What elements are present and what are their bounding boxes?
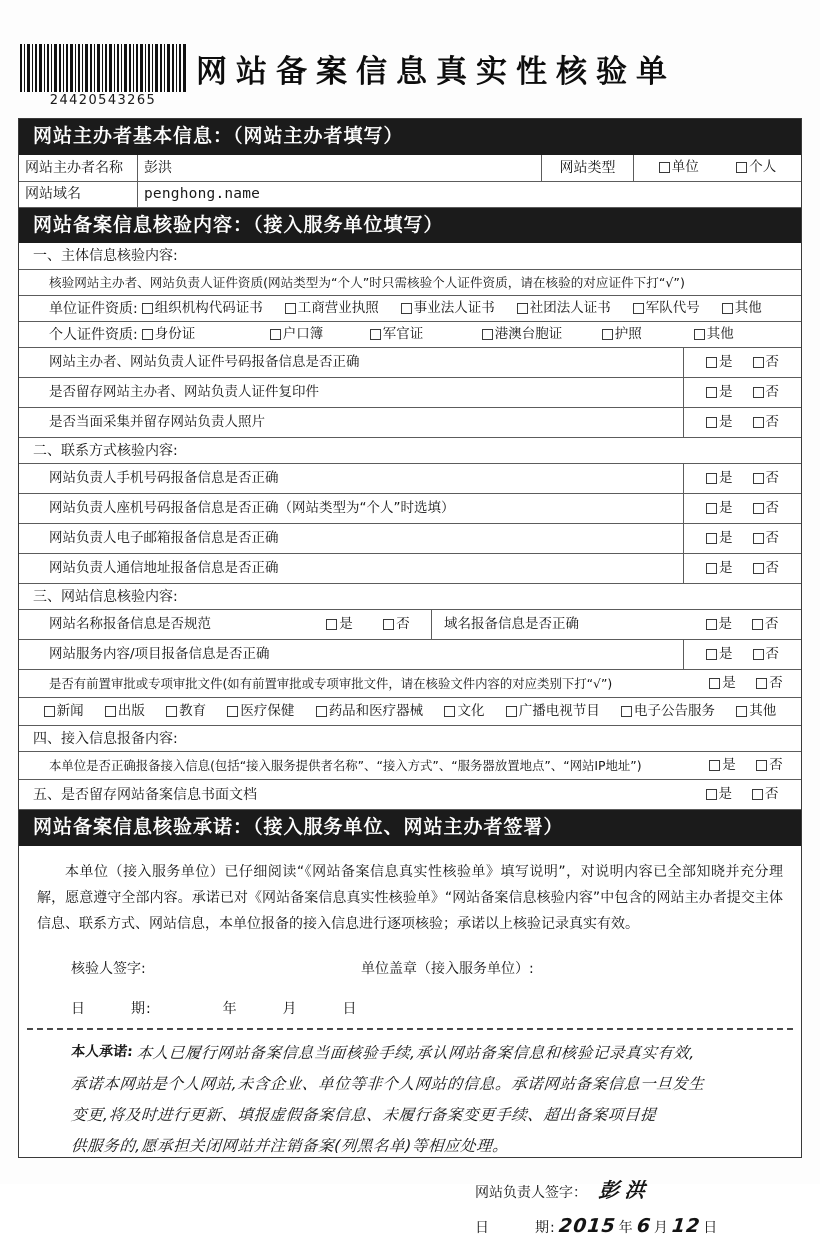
checkbox-officer-cert[interactable] xyxy=(370,326,482,344)
g1-q2-yesno xyxy=(683,378,801,407)
personal-cert-group xyxy=(19,322,801,347)
checkbox-box-icon xyxy=(709,760,720,771)
checkbox-box-icon xyxy=(706,789,717,800)
checkbox-box-icon xyxy=(706,357,717,368)
checkbox-label: 其他 xyxy=(749,703,777,719)
checkbox-box-icon xyxy=(142,303,153,314)
checkbox-label: 否 xyxy=(396,616,410,632)
g3-domain-yesno xyxy=(683,610,801,639)
checkbox-label: 护照 xyxy=(614,326,642,342)
handwritten-line-3: 变更,将及时进行更新、填报虚假备案信息、未履行备案变更手续、超出备案项目提 xyxy=(70,1105,657,1124)
g3-site-name-text: 网站名称报备信息是否规范 xyxy=(49,616,211,632)
row-owner-name xyxy=(19,155,801,181)
row-g1-q2 xyxy=(19,377,801,407)
checkbox-box-icon xyxy=(401,303,412,314)
checkbox-box-icon xyxy=(756,678,767,689)
row-promise-date xyxy=(19,982,801,1028)
checkbox-no[interactable] xyxy=(753,500,780,518)
promise-body-text: 本单位（接入服务单位）已仔细阅读“《网站备案信息真实性核验单》填写说明”，对说明内容已全部知晓并充分理解，愿意遵守全部内容。承诺已对《网站备案信息真实性核验单》“网站备案信息核验内容”中包含的网站主办者提交主体信息、联系方式、网站信息，本单位报备的接入信息进行逐项核验；承诺以上核验记录真实有效。 xyxy=(37,863,783,932)
row-g3-approval xyxy=(19,669,801,697)
checkbox-business-license[interactable] xyxy=(285,300,379,318)
checkbox-box-icon xyxy=(142,329,153,340)
checkbox-cat-broadcast[interactable] xyxy=(506,703,600,721)
g3-site-name-yesno xyxy=(305,610,431,639)
band-verification-content: 网站备案信息核验内容：（接入服务单位填写） xyxy=(19,207,801,244)
checkbox-box-icon xyxy=(166,706,177,717)
checkbox-label: 是 xyxy=(719,384,733,400)
g4-question-text: 本单位是否正确报备接入信息(包括“接入服务提供者名称”、“接入方式”、“服务器放置地点”、“网站IP地址”) xyxy=(49,757,642,773)
g2-q1-yesno xyxy=(683,464,801,493)
g1-q2-text: 是否留存网站主办者、网站负责人证件复印件 xyxy=(49,384,319,400)
row-verifier-seal xyxy=(19,942,801,982)
checkbox-label: 身份证 xyxy=(154,326,196,342)
checkbox-label: 教育 xyxy=(179,703,207,719)
g2-q1-text: 网站负责人手机号码报备信息是否正确 xyxy=(49,470,279,486)
row-g1-q1 xyxy=(19,347,801,377)
row-handwritten-date xyxy=(71,1203,779,1237)
checkbox-box-icon xyxy=(736,706,747,717)
checkbox-box-icon xyxy=(736,162,747,173)
barcode-number: 24420543265 xyxy=(49,93,157,108)
org-cert-label: 单位证件资质: xyxy=(49,300,138,317)
checkbox-label: 文化 xyxy=(457,703,485,719)
checkbox-box-icon xyxy=(706,387,717,398)
domain-value[interactable]: penghong.name xyxy=(137,182,801,207)
checkbox-no[interactable] xyxy=(752,786,779,804)
checkbox-label: 电子公告服务 xyxy=(633,703,715,719)
website-type-label: 网站类型 xyxy=(541,155,633,181)
checkbox-label: 否 xyxy=(765,414,779,430)
handwritten-day-label: 日 xyxy=(703,1219,719,1236)
checkbox-label: 组织机构代码证书 xyxy=(154,300,263,316)
checkbox-box-icon xyxy=(709,678,720,689)
row-site-manager-signature xyxy=(71,1162,779,1203)
g2-q3-text: 网站负责人电子邮箱报备信息是否正确 xyxy=(49,530,279,546)
checkbox-no[interactable] xyxy=(753,414,780,432)
checkbox-no[interactable] xyxy=(383,616,410,634)
company-seal-label: 单位盖章（接入服务单位）: xyxy=(361,960,534,977)
checkbox-label: 单位 xyxy=(671,158,699,175)
checkbox-yes[interactable] xyxy=(706,616,733,634)
checkbox-org-other[interactable] xyxy=(722,300,762,318)
checkbox-label: 是 xyxy=(719,354,733,370)
checkbox-yes[interactable] xyxy=(709,675,736,693)
band-promise: 网站备案信息核验承诺：（接入服务单位、网站主办者签署） xyxy=(19,809,801,846)
checkbox-box-icon xyxy=(706,563,717,574)
checkbox-hukou[interactable] xyxy=(270,326,370,344)
checkbox-cat-other[interactable] xyxy=(736,703,776,721)
checkbox-cat-healthcare[interactable] xyxy=(227,703,294,721)
g3-approval-yesno xyxy=(693,670,801,697)
checkbox-id-card[interactable] xyxy=(142,326,270,344)
g2-q4-text: 网站负责人通信地址报备信息是否正确 xyxy=(49,560,279,576)
checkbox-military-code[interactable] xyxy=(633,300,700,318)
owner-name-value[interactable]: 彭洪 xyxy=(137,155,541,181)
checkbox-box-icon xyxy=(753,533,764,544)
checkbox-label: 否 xyxy=(765,646,779,662)
checkbox-label: 是 xyxy=(718,786,732,802)
barcode-block xyxy=(18,44,188,108)
promise-date-label: 日 期: xyxy=(71,1000,152,1017)
g2-q3-yesno xyxy=(683,524,801,553)
checkbox-label: 否 xyxy=(765,500,779,516)
group5-heading: 五、是否留存网站备案信息书面文档 xyxy=(33,786,257,803)
g1-q1-yesno xyxy=(683,348,801,377)
handwritten-year-label: 年 xyxy=(618,1219,634,1236)
checkbox-label: 是 xyxy=(722,675,736,691)
document-title: 网站备案信息真实性核验单 xyxy=(196,54,676,90)
domain-label: 网站域名 xyxy=(25,186,81,203)
checkbox-label: 是 xyxy=(719,560,733,576)
checkbox-box-icon xyxy=(316,706,327,717)
handwritten-line-2: 承诺本网站是个人网站,未含企业、单位等非个人网站的信息。承诺网站备案信息一旦发生 xyxy=(70,1074,706,1093)
handwritten-line-1: 本人已履行网站备案信息当面核验手续,承认网站备案信息和核验记录真实有效, xyxy=(136,1043,696,1062)
checkbox-yes[interactable] xyxy=(706,414,733,432)
row-g2-q4 xyxy=(19,553,801,583)
checkbox-box-icon xyxy=(506,706,517,717)
promise-day-label: 日 xyxy=(342,1000,358,1017)
g1-q3-yesno xyxy=(683,408,801,437)
row-group1-instruction xyxy=(19,269,801,295)
checkbox-box-icon xyxy=(753,357,764,368)
checkbox-box-icon xyxy=(659,162,670,173)
checkbox-box-icon xyxy=(383,619,394,630)
checkbox-box-icon xyxy=(482,329,493,340)
row-domain xyxy=(19,181,801,207)
checkbox-institution-cert[interactable] xyxy=(401,300,495,318)
checkbox-no[interactable] xyxy=(753,560,780,578)
checkbox-yes[interactable] xyxy=(706,530,733,548)
handwritten-line-4: 供服务的,愿承担关闭网站并注销备案(列黑名单)等相应处理。 xyxy=(70,1136,510,1155)
checkbox-yes[interactable] xyxy=(706,560,733,578)
checkbox-box-icon xyxy=(621,706,632,717)
handwritten-commitment-block xyxy=(19,1030,801,1237)
checkbox-box-icon xyxy=(752,619,763,630)
checkbox-label: 是 xyxy=(719,414,733,430)
checkbox-box-icon xyxy=(270,329,281,340)
checkbox-label: 否 xyxy=(765,560,779,576)
checkbox-cat-education[interactable] xyxy=(166,703,206,721)
checkbox-box-icon xyxy=(706,417,717,428)
document-header xyxy=(0,0,820,112)
checkbox-label: 其他 xyxy=(706,326,734,342)
checkbox-label: 否 xyxy=(765,786,779,802)
promise-month-label: 月 xyxy=(282,1000,298,1017)
checkbox-box-icon xyxy=(44,706,55,717)
checkbox-yes[interactable] xyxy=(709,757,736,775)
checkbox-hk-mo-tw-cert[interactable] xyxy=(482,326,602,344)
checkbox-box-icon xyxy=(706,473,717,484)
handwritten-month-label: 月 xyxy=(653,1219,669,1236)
checkbox-label: 是 xyxy=(718,616,732,632)
checkbox-no[interactable] xyxy=(753,530,780,548)
checkbox-label: 是 xyxy=(339,616,353,632)
band-owner-basic-info: 网站主办者基本信息：（网站主办者填写） xyxy=(19,119,801,155)
checkbox-label: 是 xyxy=(722,757,736,773)
checkbox-label: 新闻 xyxy=(56,703,84,719)
checkbox-type-personal[interactable] xyxy=(736,159,776,177)
checkbox-box-icon xyxy=(706,619,717,630)
checkbox-label: 社团法人证书 xyxy=(529,300,611,316)
row-g3-service xyxy=(19,639,801,669)
row-g2-q3 xyxy=(19,523,801,553)
checkbox-label: 是 xyxy=(719,646,733,662)
checkbox-box-icon xyxy=(753,563,764,574)
checkbox-yes[interactable] xyxy=(706,354,733,372)
org-cert-group xyxy=(19,296,801,321)
g3-approval-text: 是否有前置审批或专项审批文件(如有前置审批或专项审批文件，请在核验文件内容的对应类别下打“√”) xyxy=(49,675,613,691)
checkbox-cat-bbs[interactable] xyxy=(621,703,715,721)
checkbox-cat-drug-device[interactable] xyxy=(316,703,424,721)
checkbox-yes[interactable] xyxy=(706,384,733,402)
checkbox-yes[interactable] xyxy=(706,470,733,488)
checkbox-box-icon xyxy=(105,706,116,717)
handwritten-date-month: 6 xyxy=(635,1214,652,1237)
checkbox-no[interactable] xyxy=(756,675,783,693)
checkbox-box-icon xyxy=(285,303,296,314)
checkbox-label: 医疗保健 xyxy=(240,703,295,719)
handwritten-date-year: 2015 xyxy=(557,1214,617,1237)
checkbox-label: 军官证 xyxy=(382,326,424,342)
checkbox-box-icon xyxy=(602,329,613,340)
checkbox-box-icon xyxy=(694,329,705,340)
row-group3-heading xyxy=(19,583,801,609)
checkbox-no[interactable] xyxy=(756,757,783,775)
checkbox-label: 广播电视节目 xyxy=(518,703,600,719)
checkbox-box-icon xyxy=(706,649,717,660)
g3-category-group xyxy=(19,698,801,725)
checkbox-org-code[interactable] xyxy=(142,300,263,318)
checkbox-no[interactable] xyxy=(753,384,780,402)
row-g4-question xyxy=(19,751,801,779)
checkbox-label: 军队代号 xyxy=(645,300,700,316)
row-g2-q2 xyxy=(19,493,801,523)
checkbox-no[interactable] xyxy=(753,470,780,488)
barcode-icon xyxy=(18,44,188,92)
checkbox-yes[interactable] xyxy=(706,646,733,664)
g3-domain-text: 域名报备信息是否正确 xyxy=(431,610,683,639)
row-g1-q3 xyxy=(19,407,801,437)
checkbox-label: 否 xyxy=(769,757,783,773)
checkbox-social-org-cert[interactable] xyxy=(517,300,611,318)
row-org-cert xyxy=(19,295,801,321)
group1-instruction: 核验网站主办者、网站负责人证件资质(网站类型为“个人”时只需核验个人证件资质，请在核验的对应证件下打“√”) xyxy=(49,274,685,290)
row-g3-name-domain xyxy=(19,609,801,639)
form-frame xyxy=(18,118,802,1237)
owner-name-label: 网站主办者名称 xyxy=(25,159,123,176)
checkbox-label: 否 xyxy=(769,675,783,691)
g3-service-yesno xyxy=(683,640,801,669)
checkbox-box-icon xyxy=(722,303,733,314)
checkbox-no[interactable] xyxy=(753,354,780,372)
checkbox-label: 否 xyxy=(765,354,779,370)
checkbox-box-icon xyxy=(753,387,764,398)
promise-year-label: 年 xyxy=(222,1000,238,1017)
checkbox-cat-news[interactable] xyxy=(44,703,84,721)
checkbox-label: 其他 xyxy=(734,300,762,316)
verifier-sign-label: 核验人签字: xyxy=(71,960,146,977)
row-group1-heading xyxy=(19,243,801,269)
g5-yesno xyxy=(683,780,801,809)
handwritten-date-label: 日 期: xyxy=(475,1219,556,1236)
checkbox-personal-other[interactable] xyxy=(694,326,734,344)
checkbox-box-icon xyxy=(706,533,717,544)
checkbox-box-icon xyxy=(633,303,644,314)
checkbox-box-icon xyxy=(326,619,337,630)
checkbox-no[interactable] xyxy=(752,616,779,634)
checkbox-label: 是 xyxy=(719,530,733,546)
checkbox-label: 事业法人证书 xyxy=(413,300,495,316)
checkbox-box-icon xyxy=(517,303,528,314)
checkbox-label: 户口簿 xyxy=(282,326,324,342)
checkbox-label: 是 xyxy=(719,500,733,516)
row-group4-heading xyxy=(19,725,801,751)
personal-cert-label: 个人证件资质: xyxy=(49,326,138,343)
g2-q2-yesno xyxy=(683,494,801,523)
g1-q3-text: 是否当面采集并留存网站负责人照片 xyxy=(49,414,265,430)
g2-q2-text: 网站负责人座机号码报备信息是否正确（网站类型为“个人”时选填） xyxy=(49,500,455,516)
g4-question-yesno xyxy=(693,752,801,779)
handwritten-date-day: 12 xyxy=(670,1214,702,1237)
checkbox-yes[interactable] xyxy=(326,616,353,634)
group3-heading: 三、网站信息核验内容: xyxy=(33,588,178,605)
row-personal-cert xyxy=(19,321,801,347)
row-group2-heading xyxy=(19,437,801,463)
checkbox-box-icon xyxy=(753,473,764,484)
checkbox-yes[interactable] xyxy=(706,500,733,518)
checkbox-label: 药品和医疗器械 xyxy=(328,703,424,719)
checkbox-no[interactable] xyxy=(753,646,780,664)
checkbox-box-icon xyxy=(756,760,767,771)
group1-heading: 一、主体信息核验内容: xyxy=(33,248,178,265)
g2-q4-yesno xyxy=(683,554,801,583)
checkbox-passport[interactable] xyxy=(602,326,694,344)
checkbox-label: 是 xyxy=(719,470,733,486)
g3-service-text: 网站服务内容/项目报备信息是否正确 xyxy=(49,646,270,662)
checkbox-box-icon xyxy=(444,706,455,717)
g1-q1-text: 网站主办者、网站负责人证件号码报备信息是否正确 xyxy=(49,354,360,370)
checkbox-label: 否 xyxy=(765,530,779,546)
group2-heading: 二、联系方式核验内容: xyxy=(33,442,178,459)
checkbox-type-org[interactable] xyxy=(659,159,699,177)
checkbox-box-icon xyxy=(706,503,717,514)
row-group5 xyxy=(19,779,801,809)
handwritten-line-1-row xyxy=(70,1038,780,1069)
checkbox-label: 工商营业执照 xyxy=(297,300,379,316)
checkbox-box-icon xyxy=(752,789,763,800)
group4-heading: 四、接入信息报备内容: xyxy=(33,730,178,747)
row-g3-categories xyxy=(19,697,801,725)
checkbox-label: 个人 xyxy=(749,158,777,175)
checkbox-cat-culture[interactable] xyxy=(444,703,484,721)
site-manager-signature-value: 彭洪 xyxy=(597,1177,653,1202)
checkbox-box-icon xyxy=(227,706,238,717)
checkbox-box-icon xyxy=(753,417,764,428)
checkbox-yes[interactable] xyxy=(706,786,733,804)
checkbox-cat-publishing[interactable] xyxy=(105,703,145,721)
website-type-options xyxy=(633,155,801,181)
checkbox-box-icon xyxy=(370,329,381,340)
checkbox-label: 否 xyxy=(765,384,779,400)
checkbox-label: 否 xyxy=(765,616,779,632)
handwritten-tag: 本人承诺: xyxy=(70,1043,134,1060)
checkbox-label: 出版 xyxy=(117,703,145,719)
checkbox-box-icon xyxy=(753,503,764,514)
row-g2-q1 xyxy=(19,463,801,493)
checkbox-label: 港澳台胞证 xyxy=(494,326,563,342)
checkbox-box-icon xyxy=(753,649,764,660)
checkbox-label: 否 xyxy=(765,470,779,486)
site-manager-sign-label: 网站负责人签字： xyxy=(475,1184,587,1201)
